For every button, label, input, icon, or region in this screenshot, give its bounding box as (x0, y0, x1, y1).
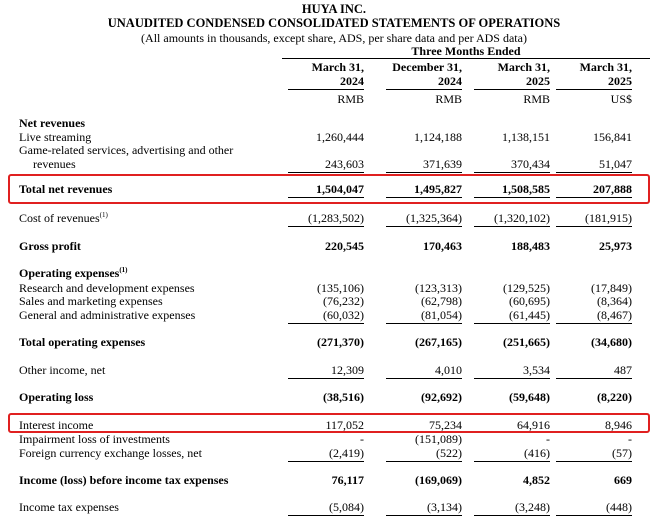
cell-value: (62,798) (421, 294, 462, 308)
cell-value: 487 (614, 363, 632, 377)
statement-title: UNAUDITED CONDENSED CONSOLIDATED STATEMENTS OF OPERATIONS (107, 16, 561, 30)
cell-value: (267,165) (415, 335, 462, 349)
cell-value: (251,665) (503, 335, 550, 349)
underline (386, 461, 462, 462)
footnote-marker: (1) (99, 211, 108, 219)
footnote-marker: (1) (119, 266, 128, 274)
cell-value: 12,309 (331, 363, 364, 377)
underline (474, 378, 550, 379)
row-label: Income tax expenses (19, 500, 119, 514)
cell-value: 1,508,585 (502, 182, 550, 196)
underline (474, 226, 550, 227)
column-date-line1: December 31, (392, 60, 462, 74)
column-date-line2: 2024 (438, 74, 462, 88)
table-row (0, 157, 668, 171)
cell-value: 1,260,444 (316, 130, 364, 144)
cell-value: (135,106) (317, 281, 364, 295)
underline (386, 323, 462, 324)
column-date-line1: March 31, (311, 60, 364, 74)
cell-value: 64,916 (517, 418, 550, 432)
cell-value: (60,695) (509, 294, 550, 308)
cell-value: (448) (606, 500, 632, 514)
cell-value: 117,052 (325, 418, 364, 432)
cell-value: (81,054) (421, 308, 462, 322)
row-label: General and administrative expenses (19, 308, 196, 322)
cell-value: 4,010 (435, 363, 462, 377)
table-row (0, 500, 668, 514)
cell-value: 1,495,827 (414, 182, 462, 196)
row-label: Income (loss) before income tax expenses (19, 473, 229, 487)
table-row (0, 363, 668, 377)
row-label: Total operating expenses (19, 335, 146, 349)
row-label: Interest income (19, 418, 94, 432)
cell-value: (271,370) (317, 335, 364, 349)
cell-value: (5,084) (329, 500, 364, 514)
cell-value: 170,463 (423, 239, 462, 253)
cell-value: (38,516) (323, 390, 364, 404)
underline (386, 226, 462, 227)
cell-value: - (546, 432, 550, 446)
table-row (0, 390, 668, 404)
column-date-line2: 2025 (608, 74, 632, 88)
cell-value: (1,325,364) (406, 211, 462, 225)
cell-value: 371,639 (423, 157, 462, 171)
cell-value: (76,232) (323, 294, 364, 308)
statement-subtitle: (All amounts in thousands, except share, ADS, per share data and per ADS data) (141, 31, 527, 45)
row-label: Cost of revenues$^{(1)}$ (19, 211, 108, 225)
underline (288, 323, 364, 324)
cell-value: 243,603 (325, 157, 364, 171)
table-row (0, 211, 668, 225)
cell-value: 188,483 (511, 239, 550, 253)
underline (474, 515, 550, 516)
cell-value: 4,852 (523, 473, 550, 487)
cell-value: - (360, 432, 364, 446)
underline (556, 226, 632, 227)
column-unit: RMB (337, 92, 364, 106)
cell-value: (1,320,102) (494, 211, 550, 225)
cell-value: (60,032) (323, 308, 364, 322)
underline (288, 172, 364, 173)
cell-value: (3,134) (427, 500, 462, 514)
column-date-line2: 2024 (340, 74, 364, 88)
table-row (0, 335, 668, 349)
table-row (0, 239, 668, 253)
underline (288, 197, 364, 198)
row-label: Sales and marketing expenses (19, 294, 163, 308)
column-unit: RMB (435, 92, 462, 106)
cell-value: (123,313) (415, 281, 462, 295)
underline (556, 323, 632, 324)
cell-value: 51,047 (599, 157, 632, 171)
table-row (0, 432, 668, 446)
column-header (386, 60, 462, 106)
table-row-interest-income (0, 418, 668, 432)
row-label: Other income, net (19, 363, 106, 377)
cell-value: (181,915) (585, 211, 632, 225)
row-label: Foreign currency exchange losses, net (19, 446, 202, 460)
cell-value: (169,069) (415, 473, 462, 487)
cell-value: - (628, 432, 632, 446)
column-date-line1: March 31, (497, 60, 550, 74)
underline (386, 515, 462, 516)
underline (288, 226, 364, 227)
cell-value: (92,692) (421, 390, 462, 404)
underline (556, 197, 632, 198)
cell-value: (129,525) (503, 281, 550, 295)
cell-value: (17,849) (591, 281, 632, 295)
row-label: Operating loss (19, 390, 94, 404)
underline (556, 461, 632, 462)
row-label: Net revenues (19, 116, 86, 130)
cell-value: (416) (524, 446, 550, 460)
column-date-line2: 2025 (526, 74, 550, 88)
cell-value: 1,138,151 (502, 130, 550, 144)
row-label: Gross profit (19, 239, 81, 253)
column-header (288, 60, 364, 106)
cell-value: 156,841 (593, 130, 632, 144)
row-label: Game-related services, advertising and other (19, 143, 234, 157)
column-header (474, 60, 550, 106)
table-row (0, 143, 668, 157)
company-name: HUYA INC. (301, 2, 367, 16)
cell-value: 8,946 (605, 418, 632, 432)
cell-value: (8,220) (597, 390, 632, 404)
cell-value: (8,364) (597, 294, 632, 308)
underline (556, 515, 632, 516)
underline (474, 172, 550, 173)
underline (556, 172, 632, 173)
cell-value: 669 (614, 473, 632, 487)
row-label: Operating expenses$^{(1)}$ (19, 266, 128, 280)
underline (474, 323, 550, 324)
cell-value: 25,973 (599, 239, 632, 253)
table-row (0, 473, 668, 487)
table-row (0, 266, 668, 280)
row-label: Research and development expenses (19, 281, 195, 295)
table-row (0, 281, 668, 295)
row-label: revenues (33, 157, 76, 171)
cell-value: 75,234 (429, 418, 462, 432)
cell-value: (3,248) (515, 500, 550, 514)
underline (474, 197, 550, 198)
column-header (556, 60, 632, 106)
underline (288, 378, 364, 379)
row-label: Impairment loss of investments (19, 432, 170, 446)
underline (386, 172, 462, 173)
cell-value: 207,888 (593, 182, 632, 196)
row-label: Total net revenues (19, 182, 113, 196)
cell-value: 220,545 (325, 239, 364, 253)
cell-value: (59,648) (509, 390, 550, 404)
column-unit: US$ (610, 92, 632, 106)
underline (386, 197, 462, 198)
column-date-line1: March 31, (579, 60, 632, 74)
underline (288, 461, 364, 462)
column-unit: RMB (523, 92, 550, 106)
cell-value: (57) (612, 446, 632, 460)
table-row (0, 446, 668, 460)
underline (474, 461, 550, 462)
table-row-total-net-revenues (0, 182, 668, 196)
cell-value: 3,534 (523, 363, 550, 377)
cell-value: (34,680) (591, 335, 632, 349)
underline (288, 515, 364, 516)
cell-value: (151,089) (415, 432, 462, 446)
cell-value: (8,467) (597, 308, 632, 322)
underline (556, 378, 632, 379)
row-label: Live streaming (19, 130, 92, 144)
table-row (0, 308, 668, 322)
cell-value: (61,445) (509, 308, 550, 322)
cell-value: 370,434 (511, 157, 550, 171)
cell-value: 1,504,047 (316, 182, 364, 196)
cell-value: 1,124,188 (414, 130, 462, 144)
cell-value: 76,117 (331, 473, 364, 487)
table-row (0, 294, 668, 308)
cell-value: (1,283,502) (308, 211, 364, 225)
period-label: Three Months Ended (282, 44, 650, 59)
cell-value: (522) (436, 446, 462, 460)
cell-value: (2,419) (329, 446, 364, 460)
underline (386, 378, 462, 379)
table-row (0, 116, 668, 130)
table-row (0, 130, 668, 144)
